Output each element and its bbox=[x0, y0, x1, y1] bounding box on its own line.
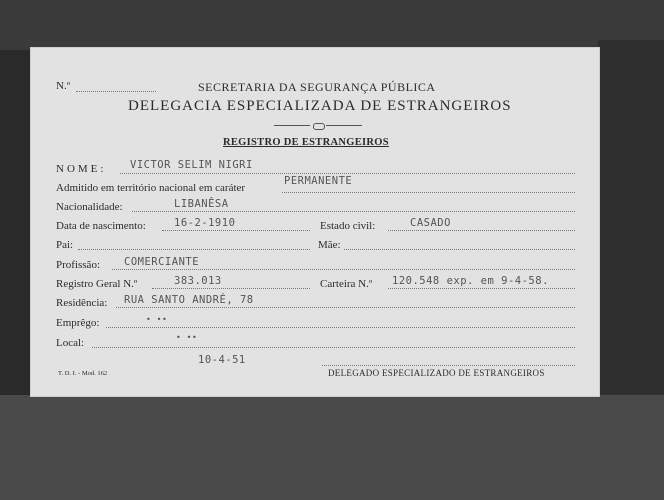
carteira-value: 120.548 exp. em 9-4-58. bbox=[392, 275, 549, 287]
emprego-label: Emprêgo: bbox=[56, 317, 100, 329]
nome-label: NOME: bbox=[56, 163, 107, 175]
mae-label: Mãe: bbox=[318, 239, 341, 251]
residencia-label: Residência: bbox=[56, 297, 108, 309]
local-label: Local: bbox=[56, 337, 85, 349]
nacionalidade-label: Nacionalidade: bbox=[56, 201, 123, 213]
nacionalidade-value: LIBANÊSA bbox=[174, 198, 229, 210]
estado-civil-value: CASADO bbox=[410, 217, 451, 229]
delegacia-heading: DELEGACIA ESPECIALIZADA DE ESTRANGEIROS bbox=[128, 98, 512, 114]
form-code: T. D. I. - Mod. 162 bbox=[58, 370, 108, 377]
admitido-value: PERMANENTE bbox=[284, 175, 353, 187]
estado-civil-label: Estado civil: bbox=[320, 220, 376, 232]
issue-date: 10-4-51 bbox=[198, 354, 246, 366]
secretaria-heading: SECRETARIA DA SEGURANÇA PÚBLICA bbox=[198, 80, 436, 94]
local-value: • •• bbox=[176, 333, 198, 342]
nascimento-label: Data de nascimento: bbox=[56, 220, 146, 232]
background-bottom bbox=[0, 395, 664, 500]
ornament-divider bbox=[274, 123, 362, 129]
registro-geral-label: Registro Geral N.º bbox=[56, 278, 138, 290]
admitido-label: Admitido em território nacional em caráter bbox=[56, 182, 246, 194]
emprego-value: • •• bbox=[146, 315, 168, 324]
registration-card bbox=[30, 47, 600, 397]
residencia-value: RUA SANTO ANDRÉ, 78 bbox=[124, 294, 254, 306]
registro-geral-value: 383.013 bbox=[174, 275, 222, 287]
profissao-label: Profissão: bbox=[56, 259, 100, 271]
carteira-label: Carteira N.º bbox=[320, 278, 373, 290]
nome-value: VICTOR SELIM NIGRI bbox=[130, 159, 253, 171]
background-top bbox=[0, 0, 664, 50]
number-label: N.º bbox=[56, 80, 71, 92]
registro-title: REGISTRO DE ESTRANGEIROS bbox=[223, 137, 389, 148]
number-line bbox=[76, 91, 156, 92]
profissao-value: COMERCIANTE bbox=[124, 256, 200, 268]
delegado-signature-label: DELEGADO ESPECIALIZADO DE ESTRANGEIROS bbox=[328, 368, 545, 378]
background-right bbox=[598, 40, 664, 400]
nascimento-value: 16-2-1910 bbox=[174, 217, 236, 229]
pai-label: Pai: bbox=[56, 239, 74, 251]
